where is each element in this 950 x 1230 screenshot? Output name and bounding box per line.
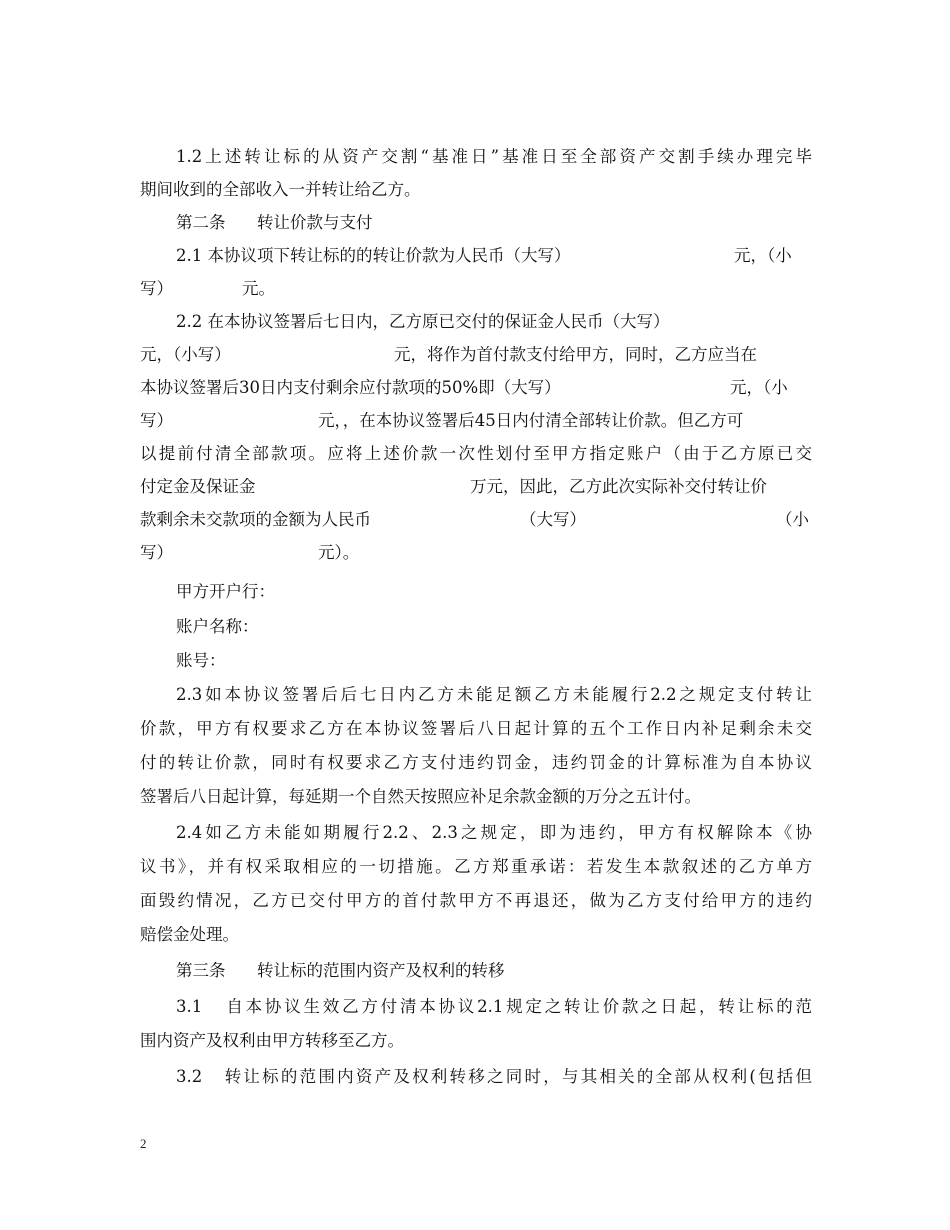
line-text: 元，将作为首付款支付给甲方，同时，乙方应当在 <box>394 345 757 364</box>
paragraph-line: 2.3如本协议签署后后七日内乙方未能足额乙方未能履行2.2之规定支付转让 <box>176 685 812 704</box>
line-text: 写） <box>140 543 173 562</box>
page-number: 2 <box>140 1136 147 1151</box>
paragraph-line <box>140 274 812 304</box>
line-text: 款剩余未交款项的金额为人民币 <box>140 510 371 529</box>
paragraph-line <box>140 373 812 403</box>
line-text: 写） <box>140 411 173 430</box>
line-text: 万元，因此，乙方此次实际补交付转让价 <box>470 477 767 496</box>
section-heading: 第二条 转让价款与支付 <box>176 213 373 232</box>
paragraph-line <box>140 340 812 370</box>
paragraph-line <box>176 241 812 271</box>
line-text: 元，，在本协议签署后45日内付清全部转让价款。但乙方可 <box>318 411 744 430</box>
section-heading: 第三条 转让标的范围内资产及权利的转移 <box>176 961 505 980</box>
line-text: 元，（小 <box>730 378 788 397</box>
line-text: 元，（小写） <box>140 345 231 364</box>
line-text: 付定金及保证金 <box>140 477 256 496</box>
paragraph-line: 2.4如乙方未能如期履行2.2、2.3之规定，即为违约，甲方有权解除本《协 <box>176 823 812 842</box>
line-text: （大写） <box>520 510 586 529</box>
line-text: 本协议签署后30日内支付剩余应付款项的50%即（大写） <box>140 378 561 397</box>
paragraph-line <box>140 406 812 436</box>
line-text: 元）。 <box>318 543 360 562</box>
paragraph-line <box>140 505 812 535</box>
paragraph-line: 价款，甲方有权要求乙方在本协议签署后八日起计算的五个工作日内补足剩余未交 <box>140 719 812 738</box>
paragraph-line: 付的转让价款，同时有权要求乙方支付违约罚金，违约罚金的计算标准为自本协议 <box>140 753 812 772</box>
paragraph-line: 2.2 在本协议签署后七日内，乙方原已交付的保证金人民币（大写） <box>176 312 670 331</box>
paragraph-line: 3.2 转让标的范围内资产及权利转移之同时，与其相关的全部从权利(包括但 <box>176 1067 812 1086</box>
paragraph-line: 3.1 自本协议生效乙方付清本协议2.1规定之转让价款之日起，转让标的范 <box>176 997 812 1016</box>
account-name-label: 账户名称： <box>176 617 259 636</box>
paragraph-line <box>140 538 812 568</box>
line-text: （小 <box>776 510 809 529</box>
account-number-label: 账号： <box>176 651 226 670</box>
paragraph-line: 1.2上述转让标的从资产交割“基准日”基准日至全部资产交割手续办理完毕 <box>176 147 812 166</box>
line-text: 元。 <box>242 279 275 298</box>
paragraph-line: 签署后八日起计算，每延期一个自然天按照应补足余款金额的万分之五计付。 <box>140 787 701 806</box>
paragraph-line: 期间收到的全部收入一并转让给乙方。 <box>140 180 421 199</box>
line-text: 写） <box>140 279 173 298</box>
paragraph-line: 面毁约情况，乙方已交付甲方的首付款甲方不再退还，做为乙方支付给甲方的违约 <box>140 891 812 910</box>
bank-field-label: 甲方开户行： <box>176 582 275 601</box>
paragraph-line: 赔偿金处理。 <box>140 925 239 944</box>
paragraph-line: 以提前付清全部款项。应将上述价款一次性划付至甲方指定账户（由于乙方原已交 <box>140 444 812 463</box>
line-text: 2.1 本协议项下转让标的的转让价款为人民币（大写） <box>176 246 571 265</box>
line-text: 元，（小 <box>734 246 792 265</box>
paragraph-line <box>140 472 812 502</box>
paragraph-line: 议书》，并有权采取相应的一切措施。乙方郑重承诺：若发生本款叙述的乙方单方 <box>140 857 812 876</box>
paragraph-line: 围内资产及权利由甲方转移至乙方。 <box>140 1031 404 1050</box>
